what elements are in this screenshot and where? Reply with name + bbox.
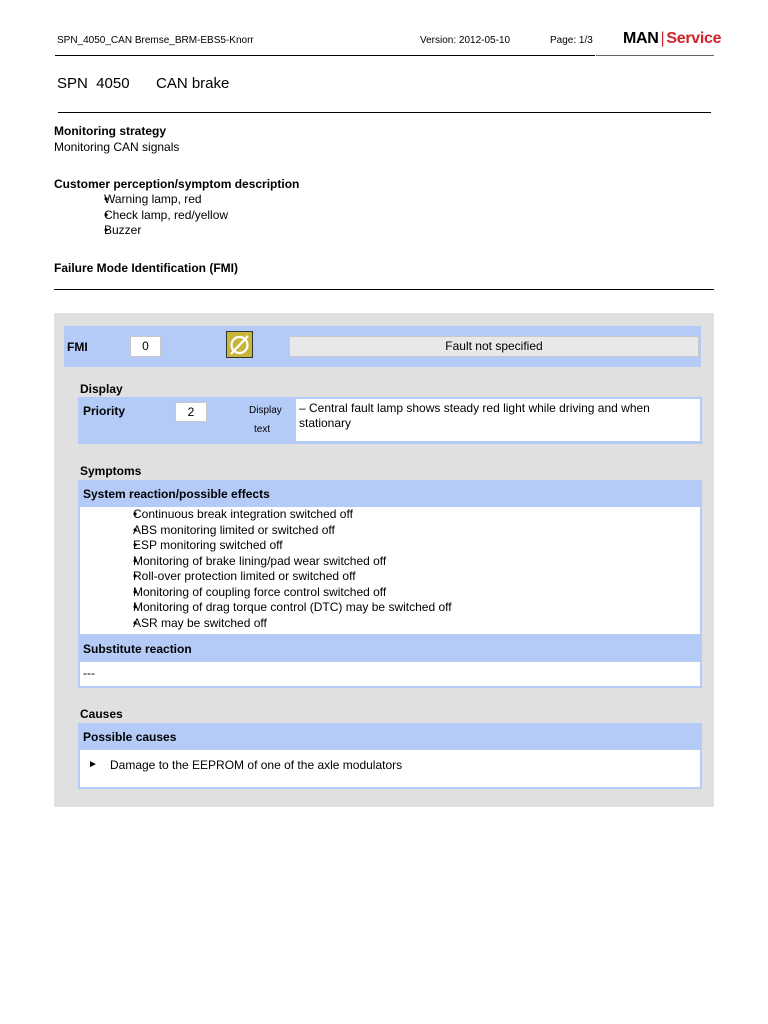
logo-man: MAN [623, 30, 659, 47]
effects-list [93, 507, 693, 631]
monitoring-text: Monitoring CAN signals [54, 140, 180, 154]
title-rule [58, 112, 711, 113]
customer-symptom-list [64, 192, 364, 239]
page-number: Page: 1/3 [550, 35, 593, 46]
priority-label: Priority [83, 404, 126, 418]
causes-heading: Causes [80, 707, 123, 721]
list-item: • Buzzer [64, 223, 364, 239]
substitute-box [78, 660, 702, 688]
fmi-label: FMI [67, 340, 88, 354]
document-version: Version: 2012-05-10 [420, 35, 511, 46]
document-id: SPN_4050_CAN Bremse_BRM-EBS5-Knorr [57, 35, 254, 46]
possible-causes-heading: Possible causes [83, 730, 177, 744]
header-rule-right [596, 55, 714, 56]
list-item: • Monitoring of coupling force control switched off [93, 585, 693, 601]
logo-separator: | [660, 30, 665, 47]
list-item: • Monitoring of drag torque control (DTC) may be switched off [93, 600, 693, 616]
man-service-logo [623, 30, 721, 48]
cause-item: Damage to the EEPROM of one of the axle modulators [110, 758, 403, 772]
spn-number: SPN 4050 [57, 75, 130, 92]
fmi-value: 0 [130, 336, 161, 357]
display-text-label-2: text [254, 424, 271, 435]
substitute-heading: Substitute reaction [83, 642, 192, 656]
display-text-value: – Central fault lamp shows steady red light while driving and when stationary [296, 399, 700, 441]
substitute-text: --- [83, 666, 95, 680]
symptoms-heading: Symptoms [80, 464, 142, 478]
list-item: • Roll-over protection limited or switched off [93, 569, 693, 585]
list-item: • ESP monitoring switched off [93, 538, 693, 554]
fmi-heading: Failure Mode Identification (FMI) [54, 261, 238, 275]
display-heading: Display [80, 382, 123, 396]
list-item: • Continuous break integration switched off [93, 507, 693, 523]
fault-description: Fault not specified [289, 336, 699, 357]
display-text-label: Display [249, 405, 282, 416]
diameter-symbol-icon [226, 331, 253, 358]
logo-service: Service [666, 30, 722, 47]
customer-heading: Customer perception/symptom description [54, 177, 300, 191]
list-item: • Check lamp, red/yellow [64, 208, 364, 224]
list-item: • Warning lamp, red [64, 192, 364, 208]
monitoring-heading: Monitoring strategy [54, 124, 167, 138]
list-item: • ASR may be switched off [93, 616, 693, 632]
system-reaction-heading: System reaction/possible effects [83, 487, 270, 501]
list-item: • Monitoring of brake lining/pad wear switched off [93, 554, 693, 570]
arrow-right-icon: ► [88, 759, 98, 770]
page-title: CAN brake [156, 75, 230, 92]
fmi-rule [54, 289, 714, 290]
list-item: • ABS monitoring limited or switched off [93, 523, 693, 539]
header-rule [55, 55, 595, 56]
priority-value: 2 [175, 402, 207, 422]
